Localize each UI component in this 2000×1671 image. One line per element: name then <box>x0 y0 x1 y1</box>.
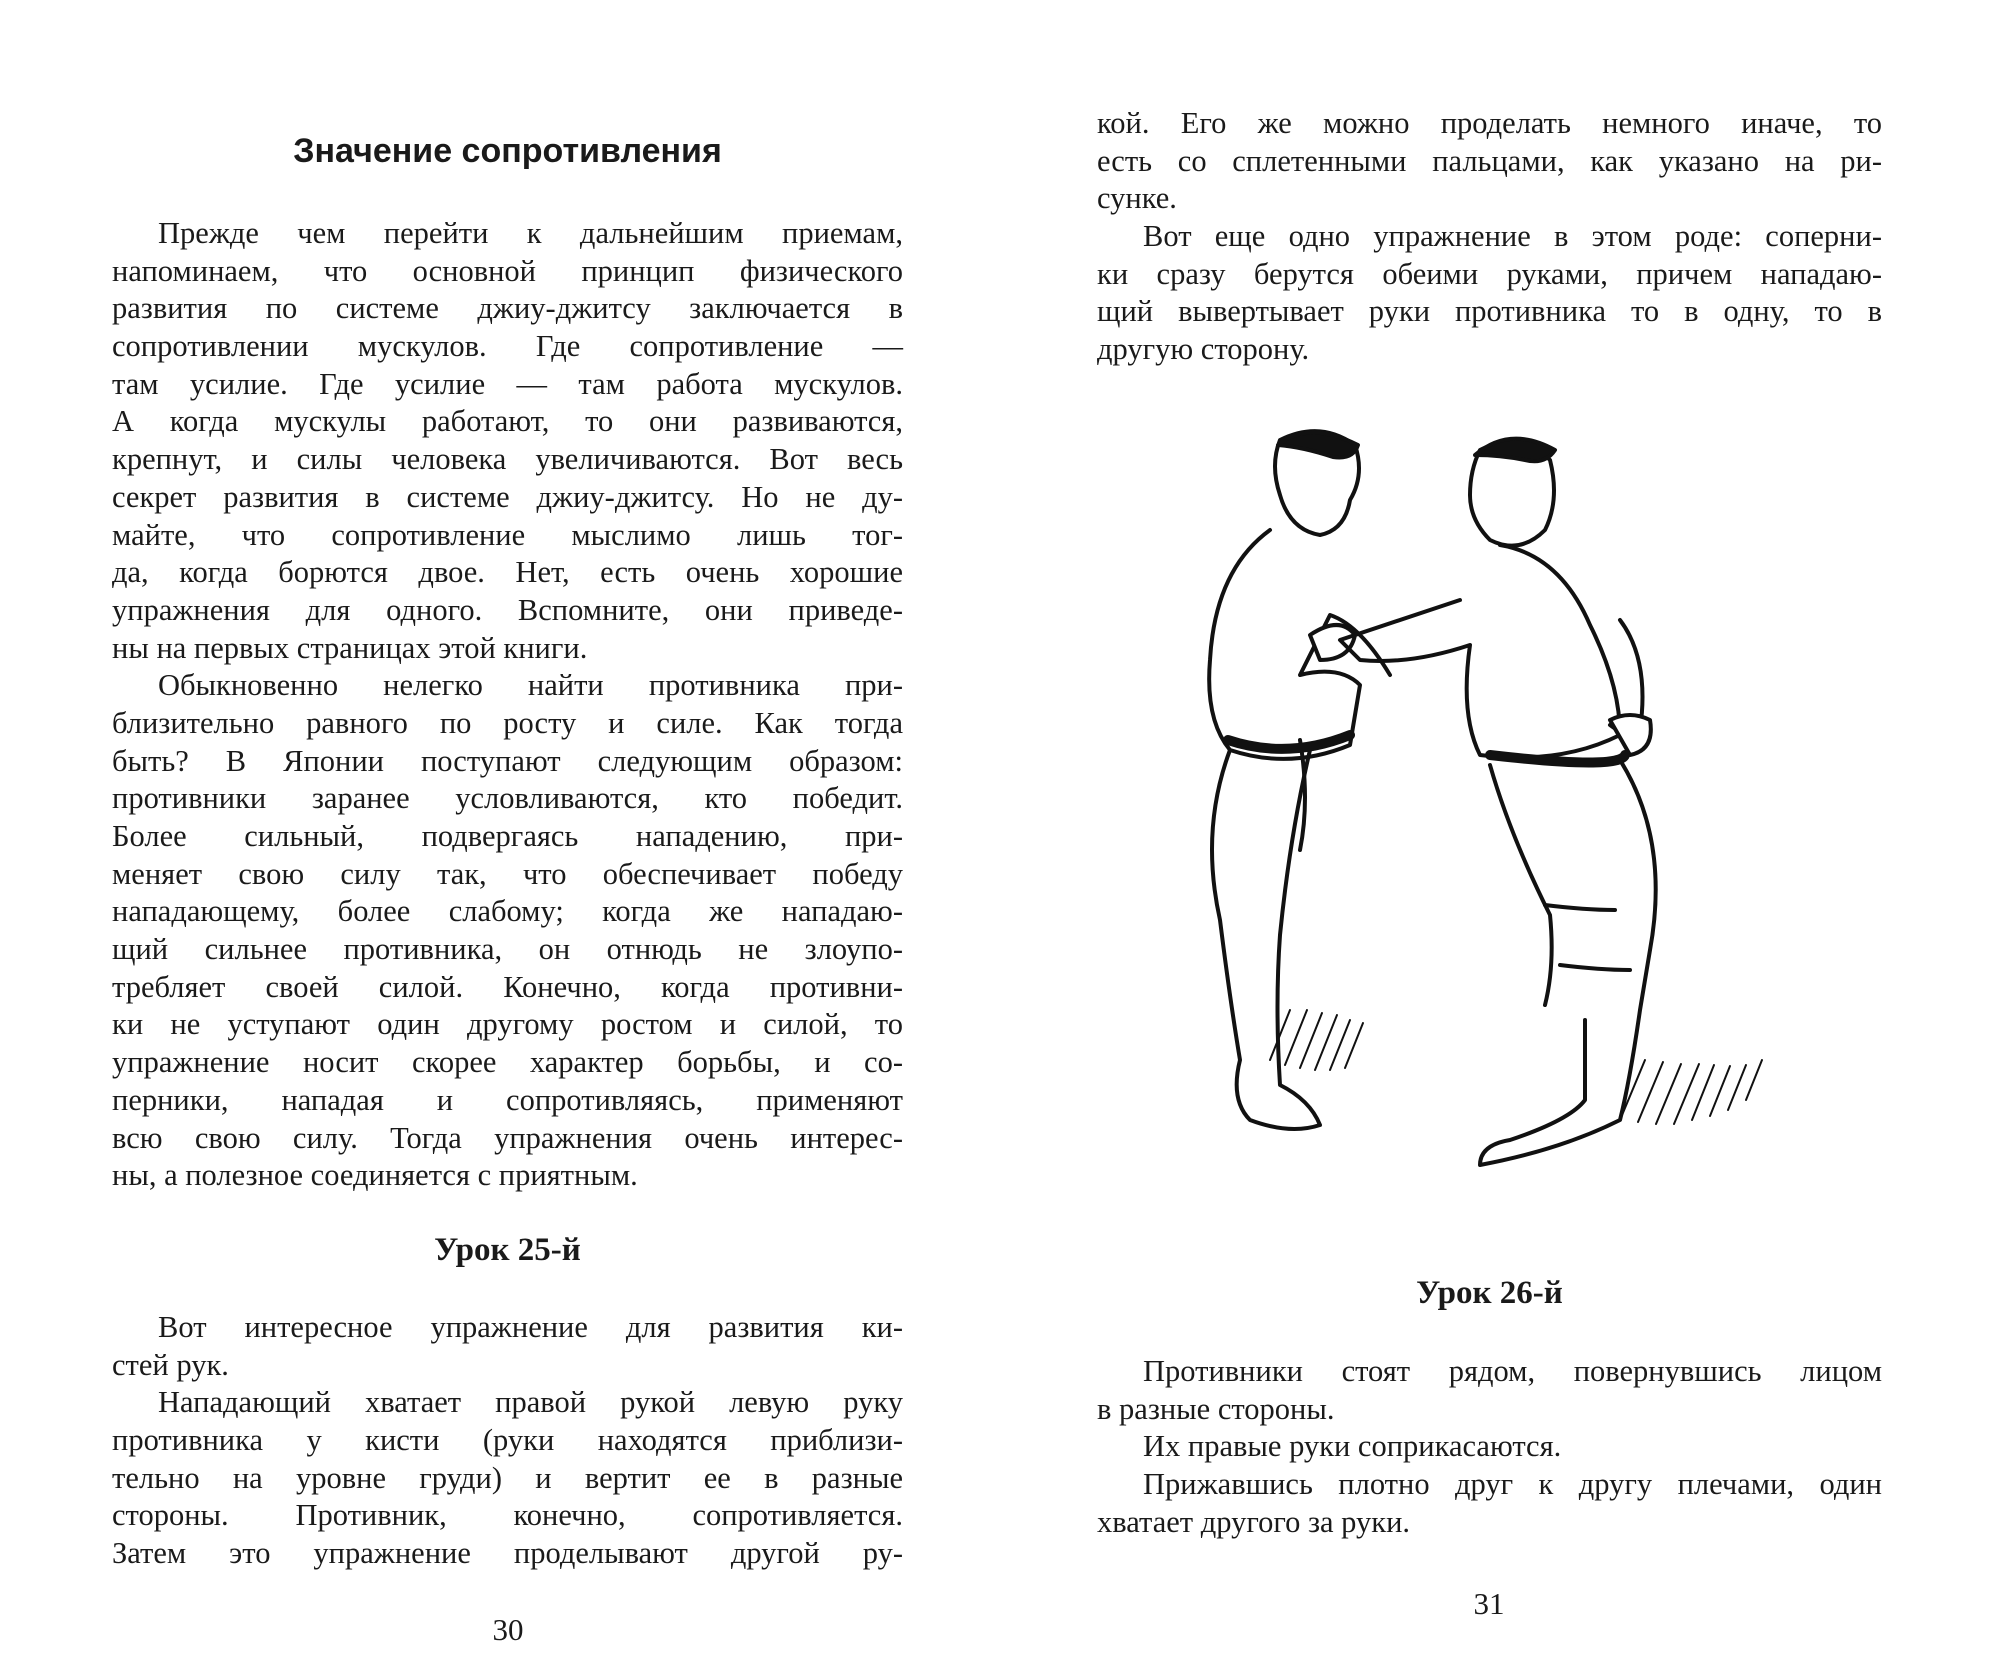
text-line: Их правые руки соприкасаются. <box>1143 1429 1562 1464</box>
text-line: противники заранее условливаются, кто победит. <box>112 781 903 816</box>
text-line: стей рук. <box>112 1347 229 1382</box>
text-line: ны на первых страницах этой книги. <box>112 630 588 665</box>
text-line: Затем это упражнение проделывают другой ру- <box>112 1536 903 1571</box>
text-line: сопротивлении мускулов. Где сопротивление — <box>112 329 903 364</box>
text-line: Вот интересное упражнение для развития ки- <box>158 1310 903 1344</box>
ground-hatching <box>1270 1010 1762 1124</box>
text-line: Прежде чем перейти к дальнейшим приемам, <box>158 216 903 250</box>
text-line: меняет свою силу так, что обеспечивает победу <box>112 856 903 891</box>
text-line: Более сильный, подвергаясь нападению, при- <box>112 819 903 853</box>
text-line: развития по системе джиу-джитсу заключается в <box>112 291 903 326</box>
text-line: упражнение носит скорее характер борьбы, и со- <box>112 1045 903 1080</box>
text-line: хватает другого за руки. <box>1097 1504 1411 1539</box>
text-line: ки сразу берутся обеими руками, причем нападаю- <box>1097 256 1882 291</box>
text-line: требляет своей силой. Конечно, когда противни- <box>112 969 903 1004</box>
text-line: ки не уступают один другому ростом и силой, то <box>112 1007 903 1042</box>
text-line: Нападающий хватает правой рукой левую руку <box>158 1385 903 1420</box>
right-figure <box>1340 439 1656 1165</box>
text-line: другую сторону. <box>1097 332 1310 367</box>
text-line: там усилие. Где усилие — там работа мускулов. <box>112 366 903 401</box>
wrestlers-illustration <box>1150 420 1865 1195</box>
section-title: Значение сопротивления <box>293 132 722 170</box>
text-line: щий сильнее противника, он отнюдь не злоупо- <box>112 932 903 967</box>
lesson-25-text <box>112 1309 903 1573</box>
text-line: тельно на уровне груди) и вертит ее в разные <box>112 1460 903 1495</box>
top-text <box>1097 105 1882 369</box>
text-line: в разные стороны. <box>1097 1391 1335 1426</box>
text-line: сунке. <box>1097 181 1177 216</box>
text-line: секрет развития в системе джиу-джитсу. Но не ду- <box>112 479 903 514</box>
text-line: щий вывертывает руки противника то в одну, то в <box>1097 294 1882 329</box>
intro-text <box>112 215 903 1195</box>
text-line: всю свою силу. Тогда упражнения очень интерес- <box>112 1120 903 1155</box>
text-line: упражнения для одного. Вспомните, они приведе- <box>112 592 903 627</box>
text-line: майте, что сопротивление мыслимо лишь тог- <box>112 517 903 552</box>
text-line: Противники стоят рядом, повернувшись лицом <box>1143 1354 1882 1388</box>
lesson-26-heading: Урок 26-й <box>1416 1275 1563 1311</box>
text-line: А когда мускулы работают, то они развиваются, <box>112 404 903 439</box>
page-number: 31 <box>1473 1586 1505 1621</box>
text-line: Обыкновенно нелегко найти противника при- <box>158 668 903 703</box>
lesson-25-heading: Урок 25-й <box>434 1232 581 1268</box>
text-line: близительно равного по росту и силе. Как тогда <box>112 705 903 740</box>
text-line: напоминаем, что основной принцип физического <box>112 253 903 288</box>
text-line: стороны. Противник, конечно, сопротивляется. <box>112 1498 903 1533</box>
text-line: нападающему, более слабому; когда же нападаю- <box>112 894 903 929</box>
page-number: 30 <box>492 1612 524 1647</box>
text-line: кой. Его же можно проделать немного иначе, то <box>1097 106 1882 140</box>
text-line: Прижавшись плотно друг к другу плечами, один <box>1143 1467 1882 1502</box>
text-line: перники, нападая и сопротивляясь, применяют <box>112 1082 903 1117</box>
text-line: ны, а полезное соединяется с приятным. <box>112 1158 638 1193</box>
text-line: Вот еще одно упражнение в этом роде: соперни- <box>1143 219 1882 254</box>
text-line: быть? В Японии поступают следующим образом: <box>112 743 903 778</box>
lesson-26-text <box>1097 1353 1882 1541</box>
text-line: да, когда борются двое. Нет, есть очень хорошие <box>112 555 903 590</box>
text-line: противника у кисти (руки находятся приблизи- <box>112 1423 903 1458</box>
text-line: крепнут, и силы человека увеличиваются. Вот весь <box>112 442 903 477</box>
text-line: есть со сплетенными пальцами, как указано на ри- <box>1097 143 1882 178</box>
